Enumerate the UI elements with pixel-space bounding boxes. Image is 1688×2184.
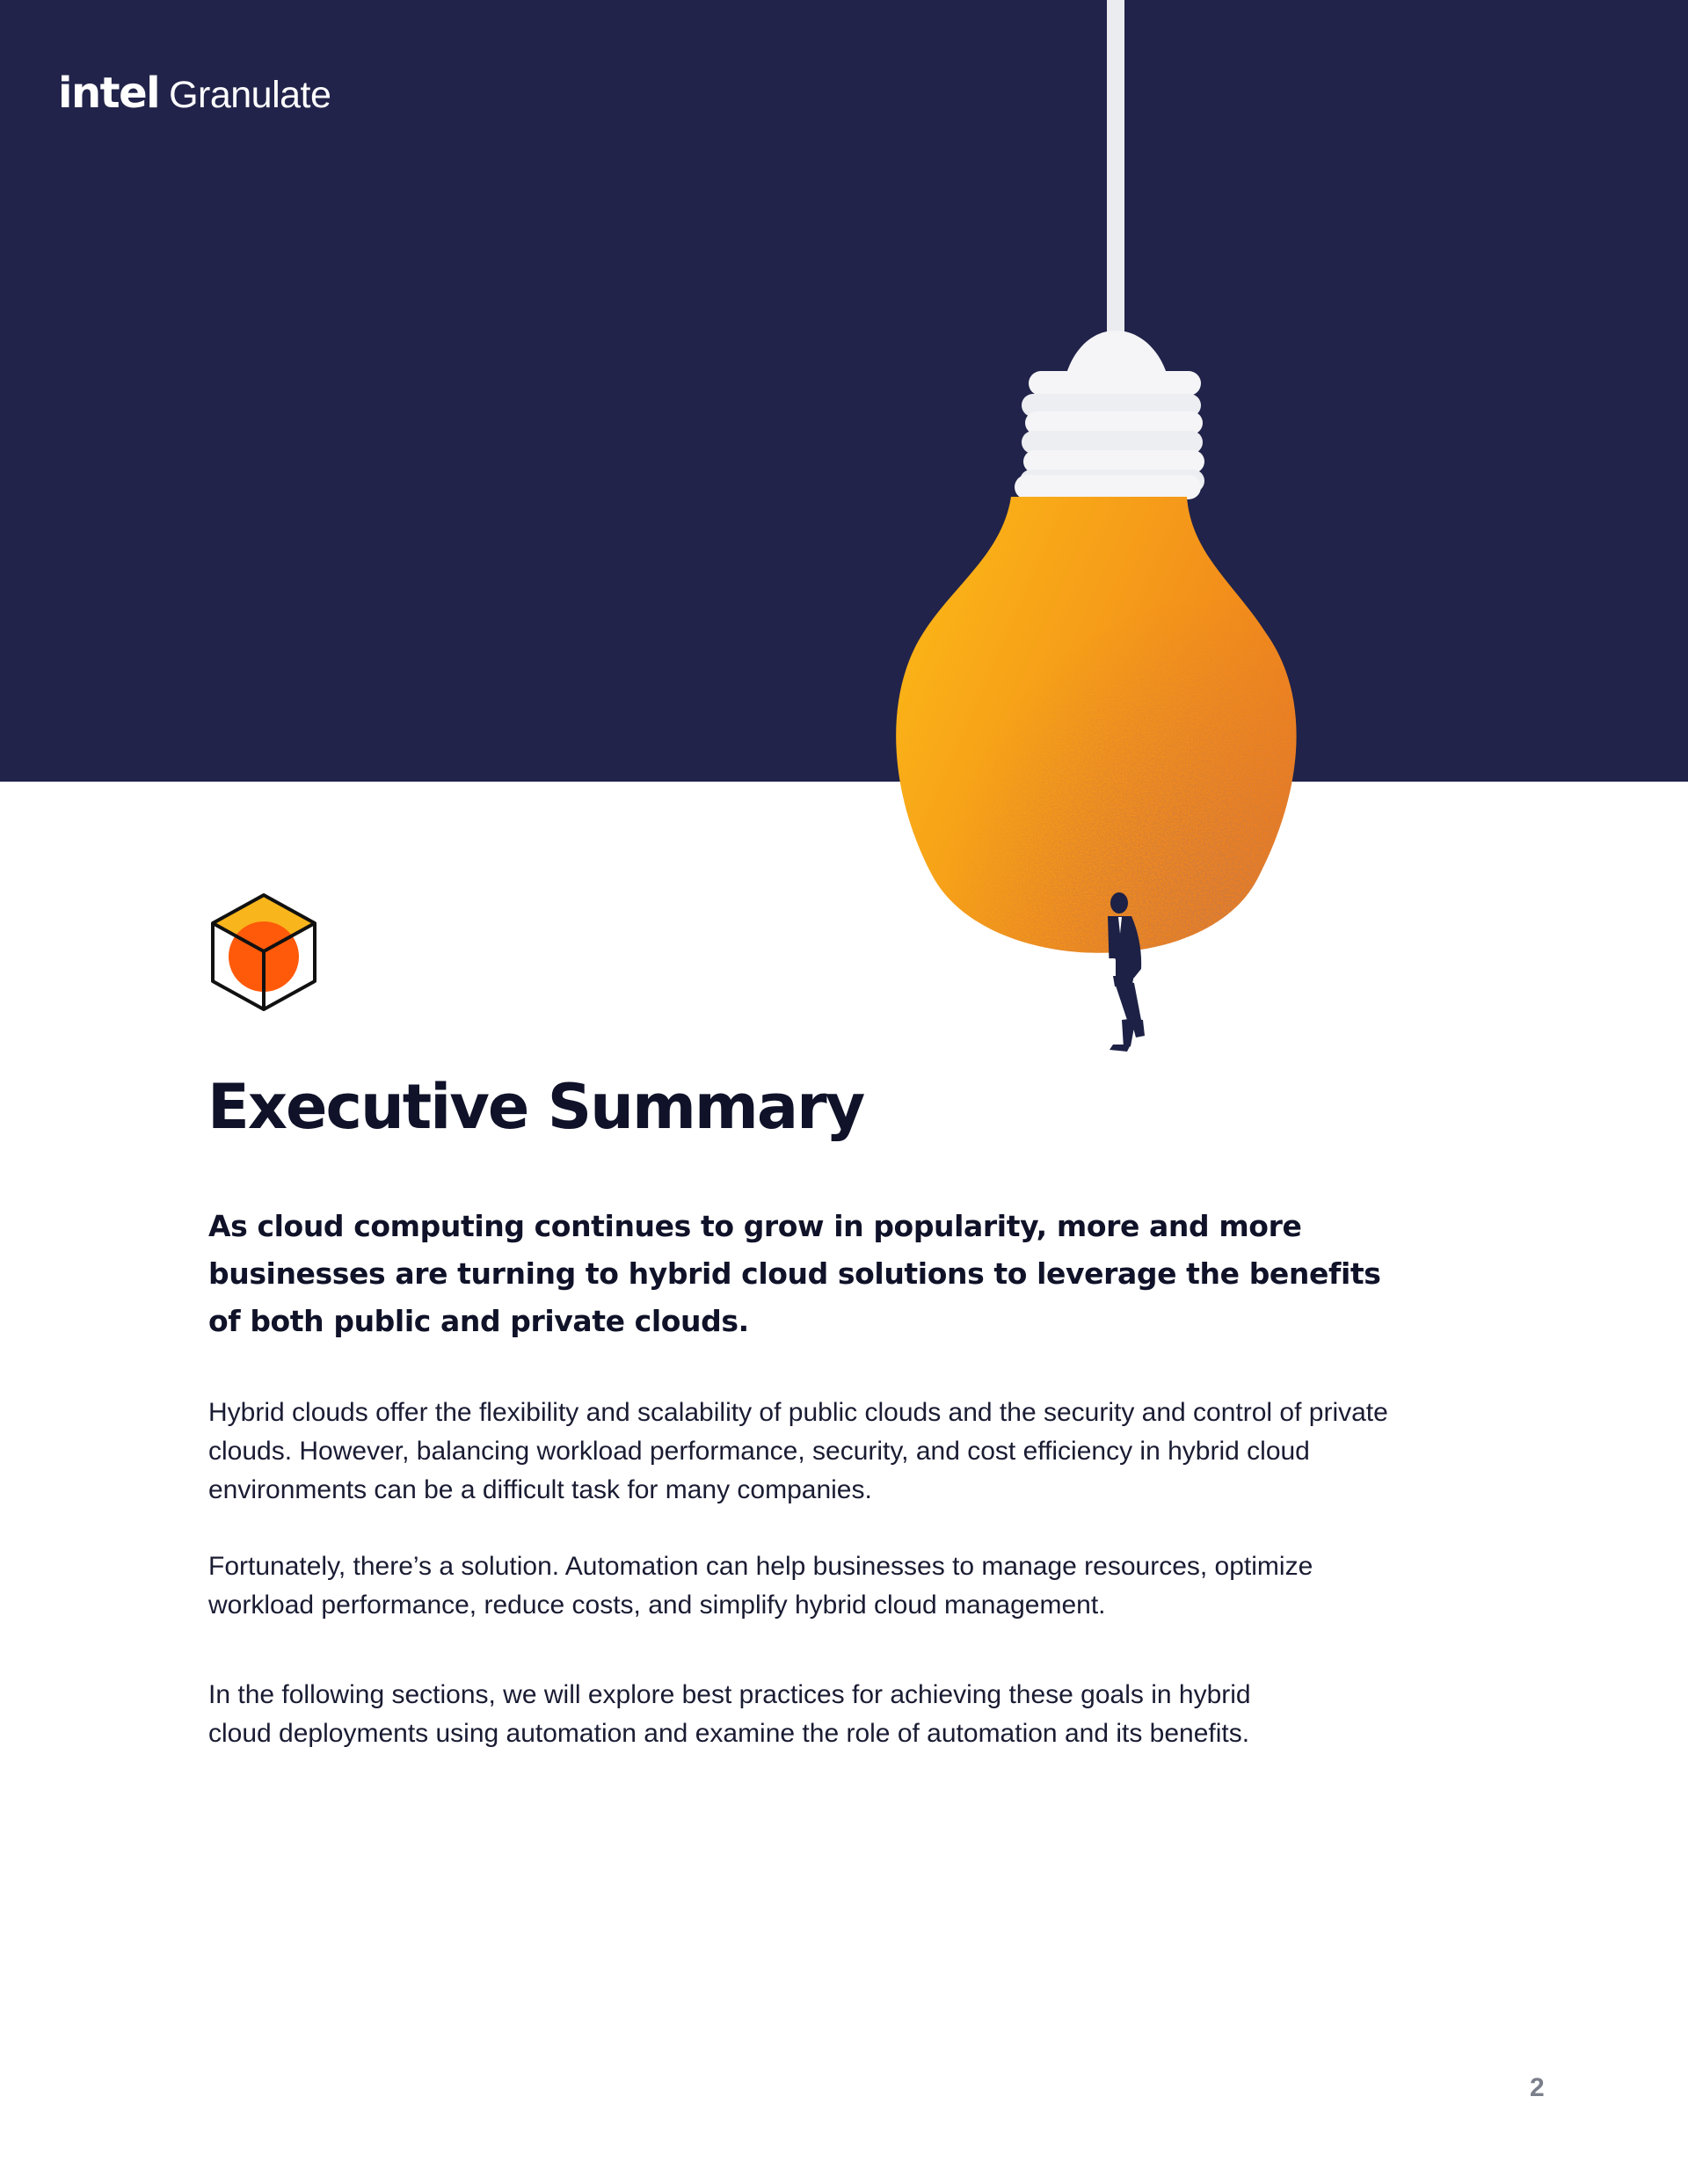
lead-paragraph: As cloud computing continues to grow in popularity, more and more businesses are turning to hybrid cloud solutions to leverage the benefits of both public and private clouds. <box>208 1209 1381 1338</box>
lightbulb-icon <box>870 0 1363 1055</box>
body-paragraph: Hybrid clouds offer the flexibility and scalability of public clouds and the security and control of private clouds. However, balancing workload performance, security, and cost efficiency in hybrid cloud environments can be a difficult task for many companies. <box>208 1398 1388 1504</box>
logo-intel: intel <box>58 69 160 118</box>
body-paragraph: Fortunately, there’s a solution. Automation can help businesses to manage resources, optimize workload performance, reduce costs, and simplify hybrid cloud management. <box>208 1552 1313 1620</box>
page-number: 2 <box>1530 2073 1545 2102</box>
bulb-cord <box>1107 0 1124 345</box>
body-paragraph: In the following sections, we will explore best practices for achieving these goals in hybrid cloud deployments using automation and examine the role of automation and its benefits. <box>208 1680 1251 1748</box>
logo-granulate: Granulate <box>169 74 331 116</box>
cube-icon <box>204 886 324 1016</box>
brand-logo <box>58 69 331 118</box>
page-title: Executive Summary <box>207 1071 864 1143</box>
